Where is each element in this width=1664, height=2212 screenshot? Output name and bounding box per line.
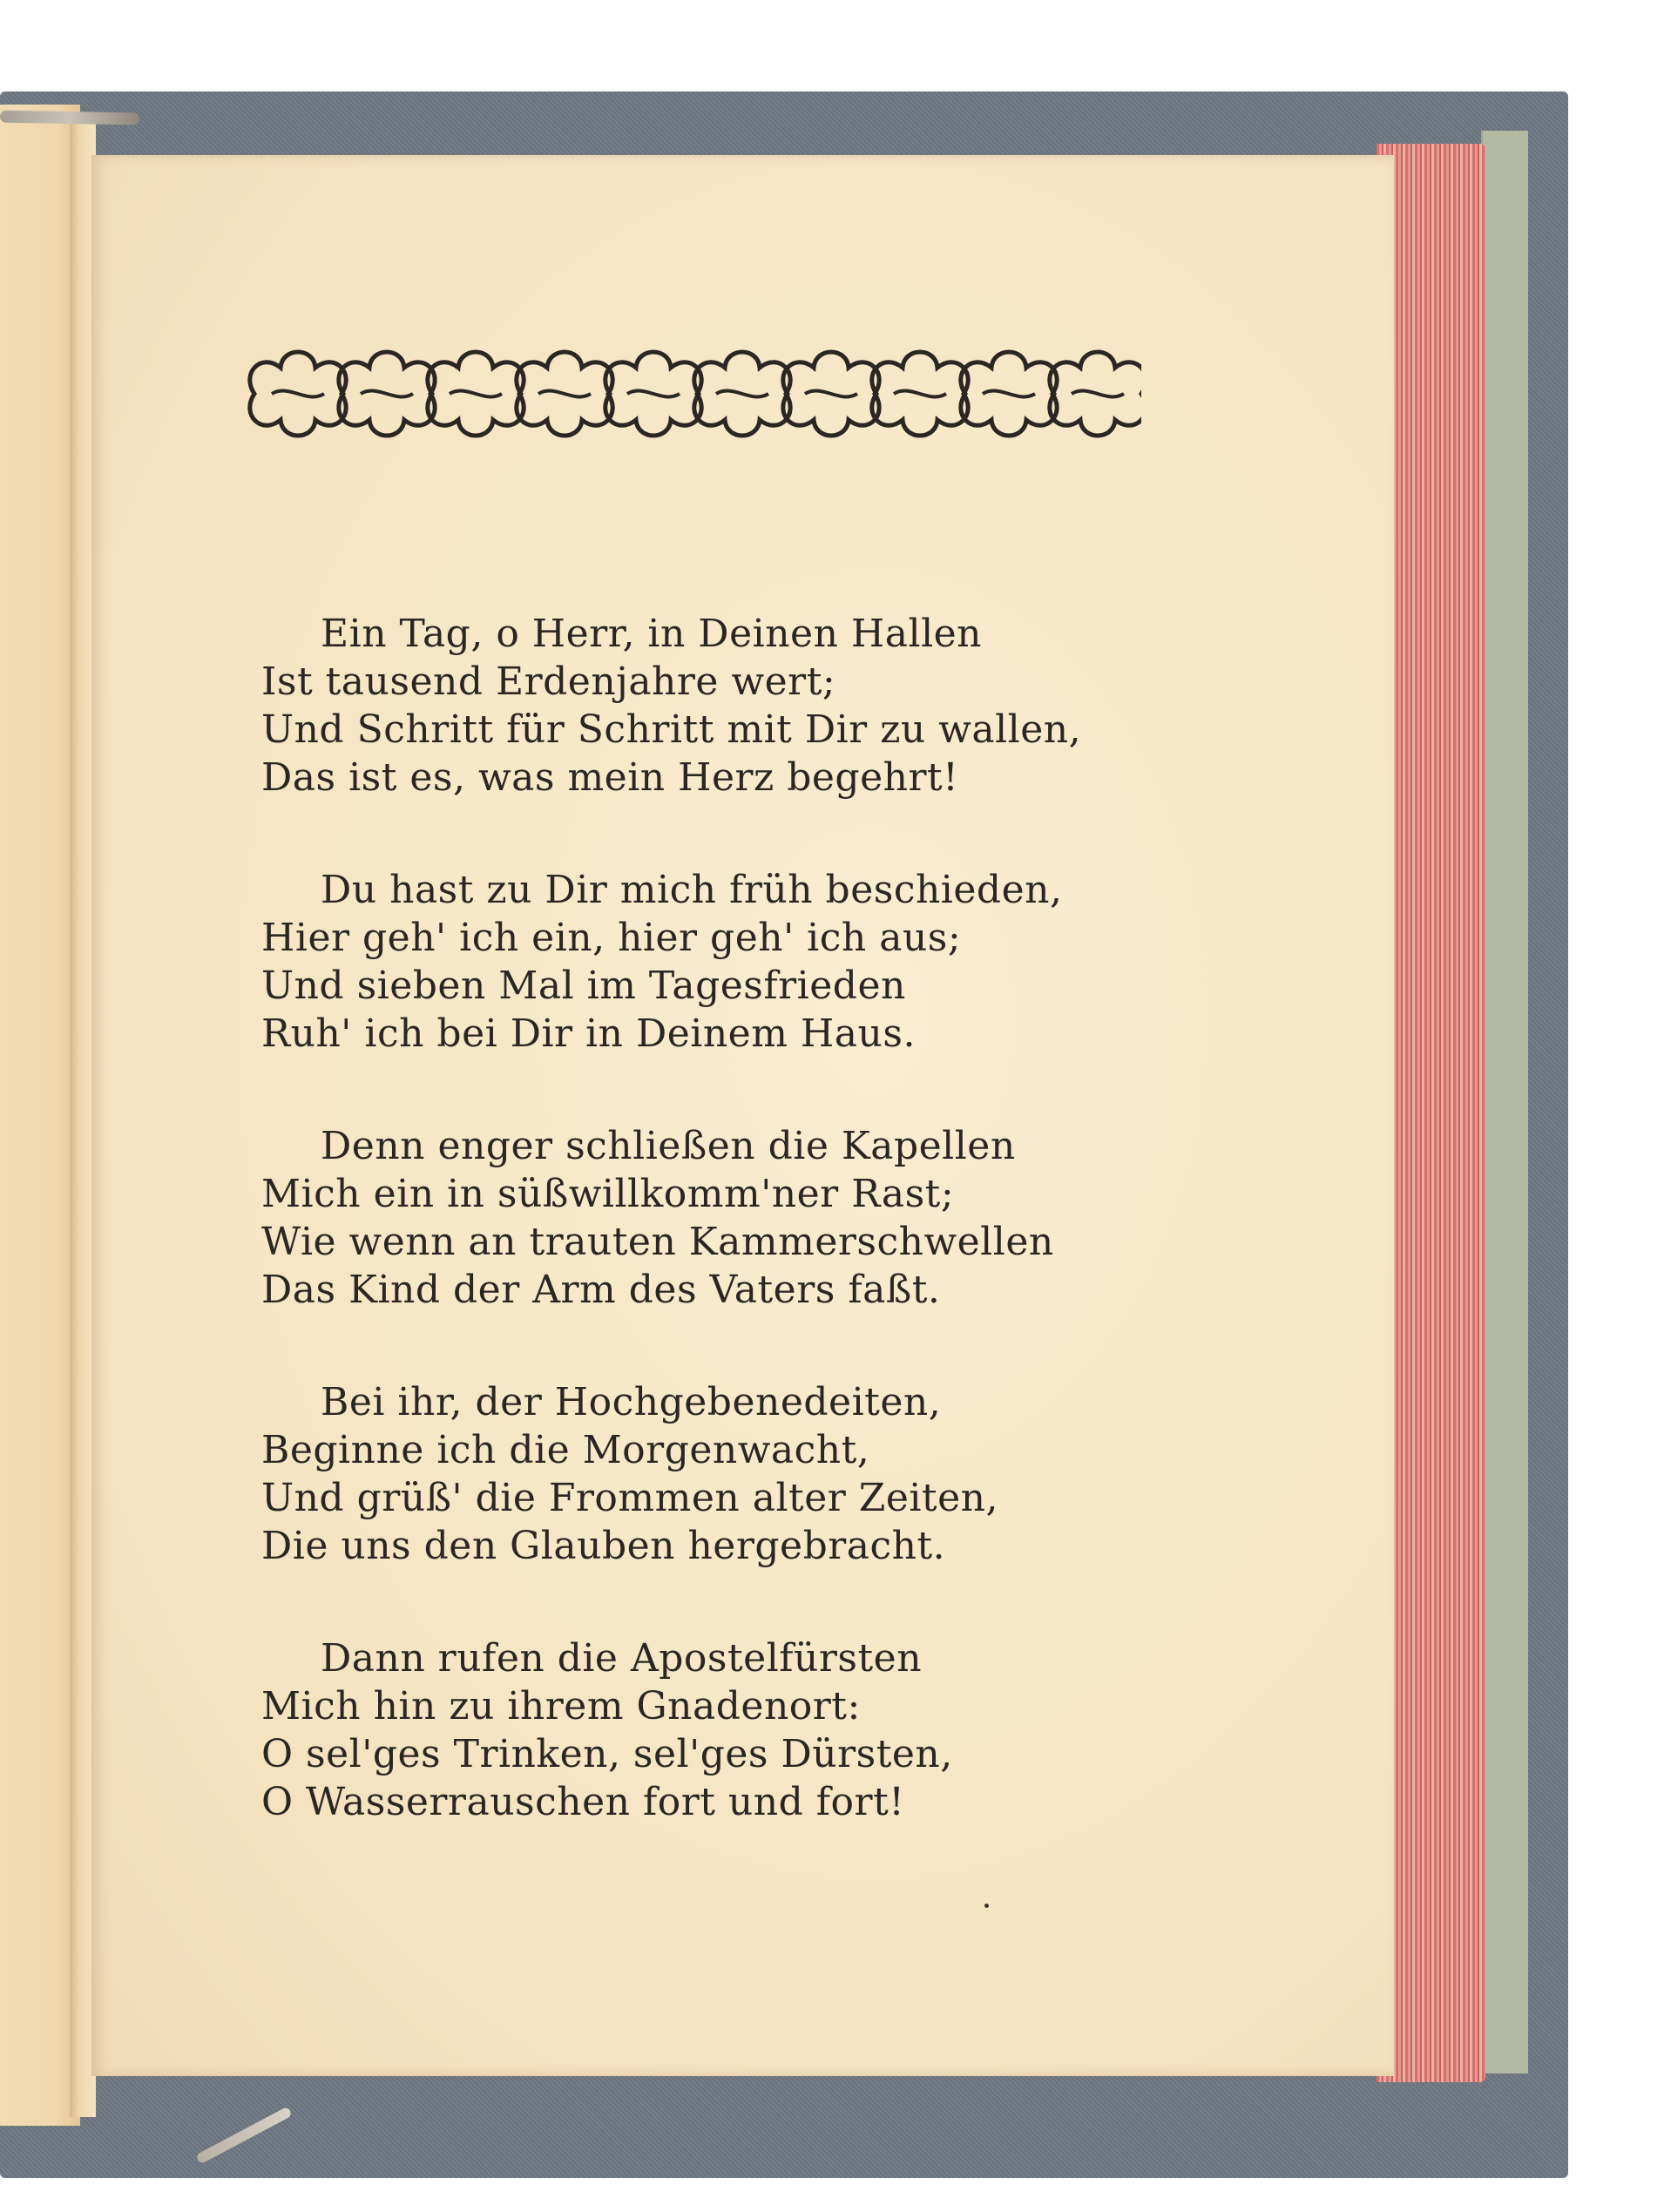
stanza <box>261 1378 1342 1570</box>
poem-line: Mich ein in süßwillkomm'ner Rast; <box>261 1172 955 1216</box>
poem-line: Hier geh' ich ein, hier geh' ich aus; <box>261 916 962 960</box>
poem-line: O sel'ges Trinken, sel'ges Dürsten, <box>261 1732 953 1776</box>
left-page <box>0 105 80 2126</box>
poem-line: Denn enger schließen die Kapellen <box>321 1124 1016 1168</box>
poem-line: Dann rufen die Apostelfürsten <box>321 1636 923 1681</box>
poem-line: O Wasserrauschen fort und fort! <box>261 1780 905 1824</box>
cloverleaf-icon <box>872 352 968 436</box>
cloverleaf-icon <box>339 352 435 436</box>
poem-line: Und sieben Mal im Tagesfrieden <box>261 964 906 1008</box>
poem-line: Das Kind der Arm des Vaters faßt. <box>261 1268 941 1312</box>
cloverleaf-border-icon <box>244 342 1141 446</box>
poem-line: Bei ihr, der Hochgebenedeiten, <box>321 1380 942 1424</box>
stanza <box>261 610 1342 802</box>
cloverleaf-icon <box>428 352 524 436</box>
poem-line: Und grüß' die Frommen alter Zeiten, <box>261 1476 998 1520</box>
poem-line: Ein Tag, o Herr, in Deinen Hallen <box>321 612 983 656</box>
poem-line: Mich hin zu ihrem Gnadenort: <box>261 1684 861 1728</box>
poem-line: Ruh' ich bei Dir in Deinem Haus. <box>261 1011 916 1056</box>
stanza <box>261 1634 1342 1826</box>
stanza <box>261 1122 1342 1314</box>
book-board-edge <box>1481 131 1528 2073</box>
poem <box>261 610 1342 1891</box>
cloverleaf-icon <box>783 352 879 436</box>
stanza <box>261 866 1342 1058</box>
poem-line: Wie wenn an trauten Kammerschwellen <box>261 1220 1054 1264</box>
cloverleaf-icon <box>605 352 701 436</box>
cloverleaf-icon <box>517 352 612 436</box>
poem-line: Beginne ich die Morgenwacht, <box>261 1428 870 1472</box>
cloverleaf-icon <box>250 352 346 436</box>
cloverleaf-icon <box>1050 352 1141 436</box>
poem-line: Das ist es, was mein Herz begehrt! <box>261 755 959 800</box>
poem-line: Du hast zu Dir mich früh beschieden, <box>321 868 1063 912</box>
poem-line: Die uns den Glauben hergebracht. <box>261 1524 946 1568</box>
cloverleaf-icon <box>694 352 790 436</box>
poem-line: Ist tausend Erdenjahre wert; <box>261 660 836 704</box>
bookmark-thread-top <box>0 111 139 125</box>
ink-speck <box>984 1904 989 1908</box>
cloverleaf-icon <box>961 352 1057 436</box>
poem-line: Und Schritt für Schritt mit Dir zu wallen, <box>261 707 1082 752</box>
